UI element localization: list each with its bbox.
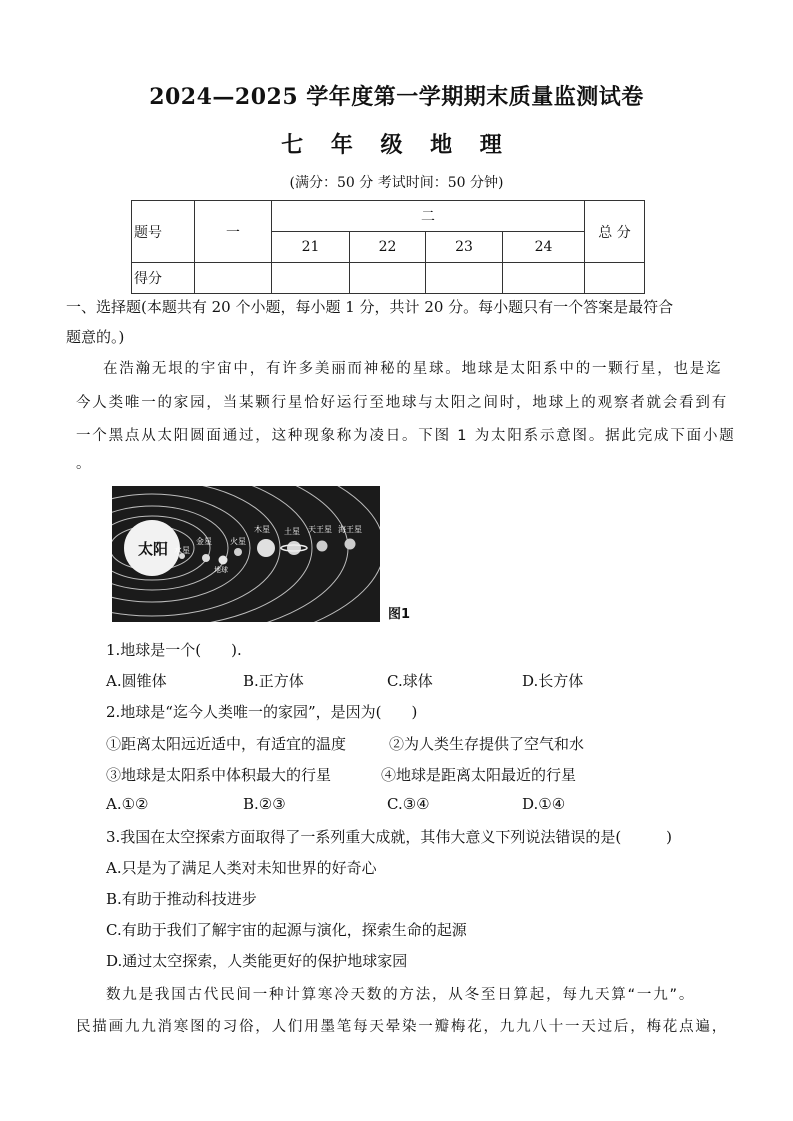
q3-option-c[interactable]: C.有助于我们了解宇宙的起源与演化，探索生命的起源 [106, 921, 467, 939]
score-table [131, 200, 645, 294]
score-header-q21: 21 [272, 232, 350, 263]
score-header-part1: 一 [195, 201, 272, 263]
section1-heading-line1: 一、选择题(本题共有 20 个小题，每小题 1 分，共计 20 分。每小题只有一个答案是最符合 [66, 298, 674, 316]
score-header-q24: 24 [503, 232, 585, 263]
q1-stem: 1.地球是一个( ). [106, 641, 242, 659]
score-cell-q24[interactable] [503, 263, 585, 294]
intro-line2: 今人类唯一的家园，当某颗行星恰好运行至地球与太阳之间时，地球上的观察者就会看到有 [76, 395, 728, 411]
label-neptune: 海王星 [338, 525, 362, 534]
q2-option-a[interactable]: A.①② [106, 795, 149, 813]
q2-stem: 2.地球是“迄今人类唯一的家园”，是因为( ) [106, 703, 418, 721]
label-sun: 太阳 [138, 540, 169, 558]
q1-option-d[interactable]: D.长方体 [522, 672, 584, 690]
label-earth: 地球 [214, 566, 228, 574]
passage2-line2: 民描画九九消寒图的习俗，人们用墨笔每天晕染一瓣梅花，九九八十一天过后，梅花点遍， [76, 1019, 728, 1035]
score-cell-q22[interactable] [350, 263, 426, 294]
score-cell-part1[interactable] [195, 263, 272, 294]
q3-option-a[interactable]: A.只是为了满足人类对未知世界的好奇心 [106, 859, 377, 877]
q2-statement-3: ③地球是太阳系中体积最大的行星 [106, 766, 332, 784]
neptune-icon [345, 539, 356, 550]
score-row-label: 得分 [132, 263, 195, 294]
score-cell-q23[interactable] [426, 263, 503, 294]
q1-option-c[interactable]: C.球体 [387, 672, 433, 690]
score-cell-q21[interactable] [272, 263, 350, 294]
q3-option-b[interactable]: B.有助于推动科技进步 [106, 890, 257, 908]
q2-statement-2: ②为人类生存提供了空气和水 [389, 735, 585, 753]
q1-option-b[interactable]: B.正方体 [243, 672, 304, 690]
score-cell-total[interactable] [585, 263, 645, 294]
q2-option-c[interactable]: C.③④ [387, 795, 430, 813]
subject-title: 七 年 级 地 理 [281, 132, 512, 158]
exam-title: 2024—2025 学年度第一学期期末质量监测试卷 [149, 84, 644, 110]
q2-statement-1: ①距离太阳远近适中，有适宜的温度 [106, 735, 347, 753]
q2-option-b[interactable]: B.②③ [243, 795, 286, 813]
q1-option-a[interactable]: A.圆锥体 [106, 672, 167, 690]
label-mars: 火星 [230, 537, 246, 546]
uranus-icon [317, 541, 328, 552]
q2-statement-4: ④地球是距离太阳最近的行星 [381, 766, 577, 784]
intro-line4: 。 [76, 456, 93, 472]
score-header-part2: 二 [272, 201, 585, 232]
intro-line3: 一个黑点从太阳圆面通过，这种现象称为凌日。下图 1 为太阳系示意图。据此完成下面小题 [76, 428, 736, 444]
solar-system-diagram [112, 486, 380, 622]
solar-system-figure [112, 486, 380, 622]
score-header-total: 总 分 [585, 201, 645, 263]
label-jupiter: 木星 [254, 525, 270, 534]
earth-icon [219, 556, 228, 565]
intro-line1: 在浩瀚无垠的宇宙中，有许多美丽而神秘的星球。地球是太阳系中的一颗行星，也是迄 [103, 361, 723, 377]
passage2-line1: 数九是我国古代民间一种计算寒冷天数的方法，从冬至日算起，每九天算“一九”。 [106, 987, 696, 1003]
mars-icon [234, 548, 242, 556]
q2-option-d[interactable]: D.①④ [522, 795, 566, 813]
q3-stem: 3.我国在太空探索方面取得了一系列重大成就，其伟大意义下列说法错误的是( ) [106, 828, 673, 846]
exam-meta: (满分：50 分 考试时间：50 分钟) [289, 175, 504, 191]
score-header-q22: 22 [350, 232, 426, 263]
venus-icon [202, 554, 210, 562]
jupiter-icon [257, 539, 275, 557]
score-header-q23: 23 [426, 232, 503, 263]
section1-heading-line2: 题意的。) [66, 328, 125, 346]
label-mercury: 水星 [174, 546, 190, 555]
label-uranus: 天王星 [308, 525, 332, 534]
label-venus: 金星 [196, 537, 212, 546]
score-header-tihao: 题号 [132, 201, 195, 263]
figure-caption: 图1 [388, 607, 411, 622]
label-saturn: 土星 [284, 527, 300, 536]
q3-option-d[interactable]: D.通过太空探索，人类能更好的保护地球家园 [106, 952, 408, 970]
